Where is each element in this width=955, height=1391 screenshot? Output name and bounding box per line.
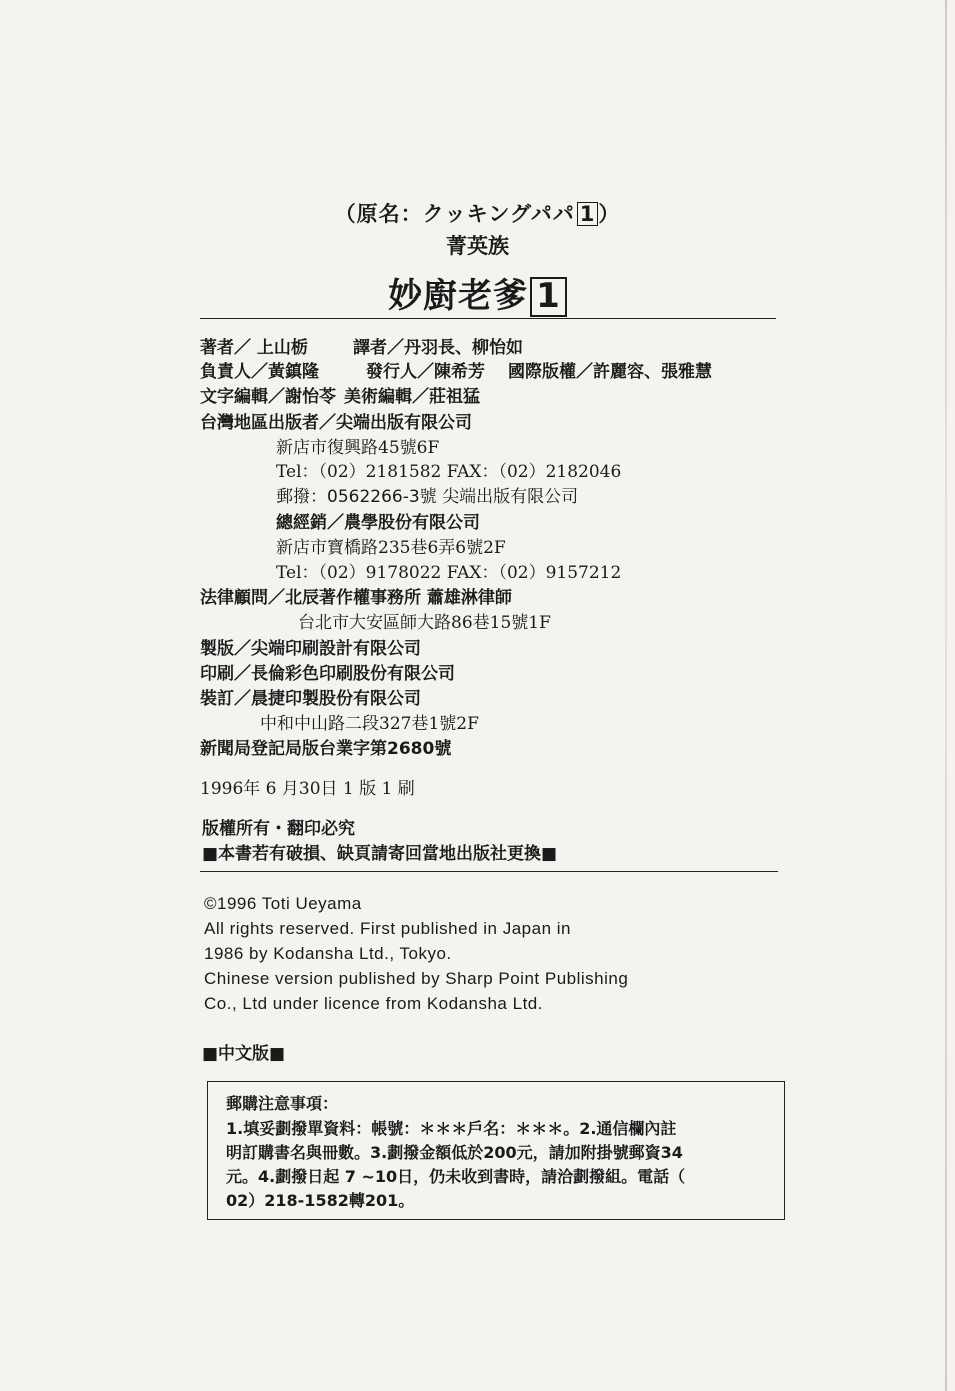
mail-order-notice-box [207,1081,785,1220]
english-line-4: Co., Ltd under licence from Kodansha Ltd. [204,994,543,1013]
binding-address: 中和中山路二段327巷1號2F [260,714,479,734]
english-line-1: All rights reserved. First published in Japan in [204,919,571,938]
distributor-address: 新店市寶橋路235巷6弄6號2F [276,538,506,558]
original-title-suffix: ） [598,202,621,226]
plate-making: 製版／尖端印刷設計有限公司 [200,639,421,659]
text-editor-credit: 文字編輯／謝怡苓 [200,387,336,407]
legal-address: 台北市大安區師大路86巷15號1F [298,613,551,633]
english-line-3: Chinese version published by Sharp Point Publishing [204,969,629,988]
translator-credit: 譯者／丹羽長、柳怡如 [353,338,523,358]
top-divider [200,318,776,319]
book-title-volume: 1 [530,277,567,317]
tw-address: 新店市復興路45號6F [276,438,440,458]
publisher-person-credit: 發行人／陳希芳 [366,362,485,382]
intl-rights-credit: 國際版權／許麗容、張雅慧 [508,362,712,382]
chinese-edition-label: ■中文版■ [202,1044,286,1064]
book-title-text: 妙廚老爹 [388,276,529,316]
mail-order-line-4: 02）218-1582轉201。 [226,1191,415,1210]
binding: 裝訂／晨捷印製股份有限公司 [200,689,421,709]
copyright-line: ©1996 Toti Ueyama [204,894,362,913]
printing: 印刷／長倫彩色印刷股份有限公司 [200,664,455,684]
registration-number: 新聞局登記局版台業字第2680號 [200,739,452,759]
original-title-prefix: （原名：クッキングパパ [334,202,575,226]
mail-order-line-2: 明訂購書名與冊數。3.劃撥金額低於200元，請加附掛號郵資34 [226,1143,683,1162]
series-name: 菁英族 [446,234,509,258]
book-title [0,268,955,317]
middle-divider [200,871,778,872]
tw-publisher: 台灣地區出版者／尖端出版有限公司 [200,413,472,433]
mail-order-line-3: 元。4.劃撥日起 7 ~10日，仍未收到書時，請洽劃撥組。電話（ [226,1167,686,1186]
mail-order-line-1: 1.填妥劃撥單資料：帳號：＊＊＊戶名：＊＊＊。2.通信欄內註 [226,1119,677,1138]
english-line-2: 1986 by Kodansha Ltd., Tokyo. [204,944,452,963]
author-credit: 著者／ 上山栃 [200,338,308,358]
tw-tel-fax: Tel：（02）2181582 FAX：（02）2182046 [276,462,622,482]
art-editor-credit: 美術編輯／莊祖猛 [344,387,480,407]
mail-order-title: 郵購注意事項： [226,1094,339,1113]
replacement-notice: ■本書若有破損、缺頁請寄回當地出版社更換■ [202,844,558,864]
original-title [0,198,955,228]
distributor-tel-fax: Tel：（02）9178022 FAX：（02）9157212 [276,563,622,583]
edition-date: 1996年 6 月30日 1 版 1 刷 [200,779,415,799]
legal-advisor: 法律顧問／北辰著作權事務所 蕭雄淋律師 [200,588,512,608]
responsible-credit: 負責人／黃鎮隆 [200,362,319,382]
original-title-volume: 1 [577,202,599,226]
tw-postal-account: 郵撥：0562266-3號 尖端出版有限公司 [276,487,579,507]
distributor: 總經銷／農學股份有限公司 [276,513,480,533]
all-rights-reserved: 版權所有・翻印必究 [202,819,355,839]
